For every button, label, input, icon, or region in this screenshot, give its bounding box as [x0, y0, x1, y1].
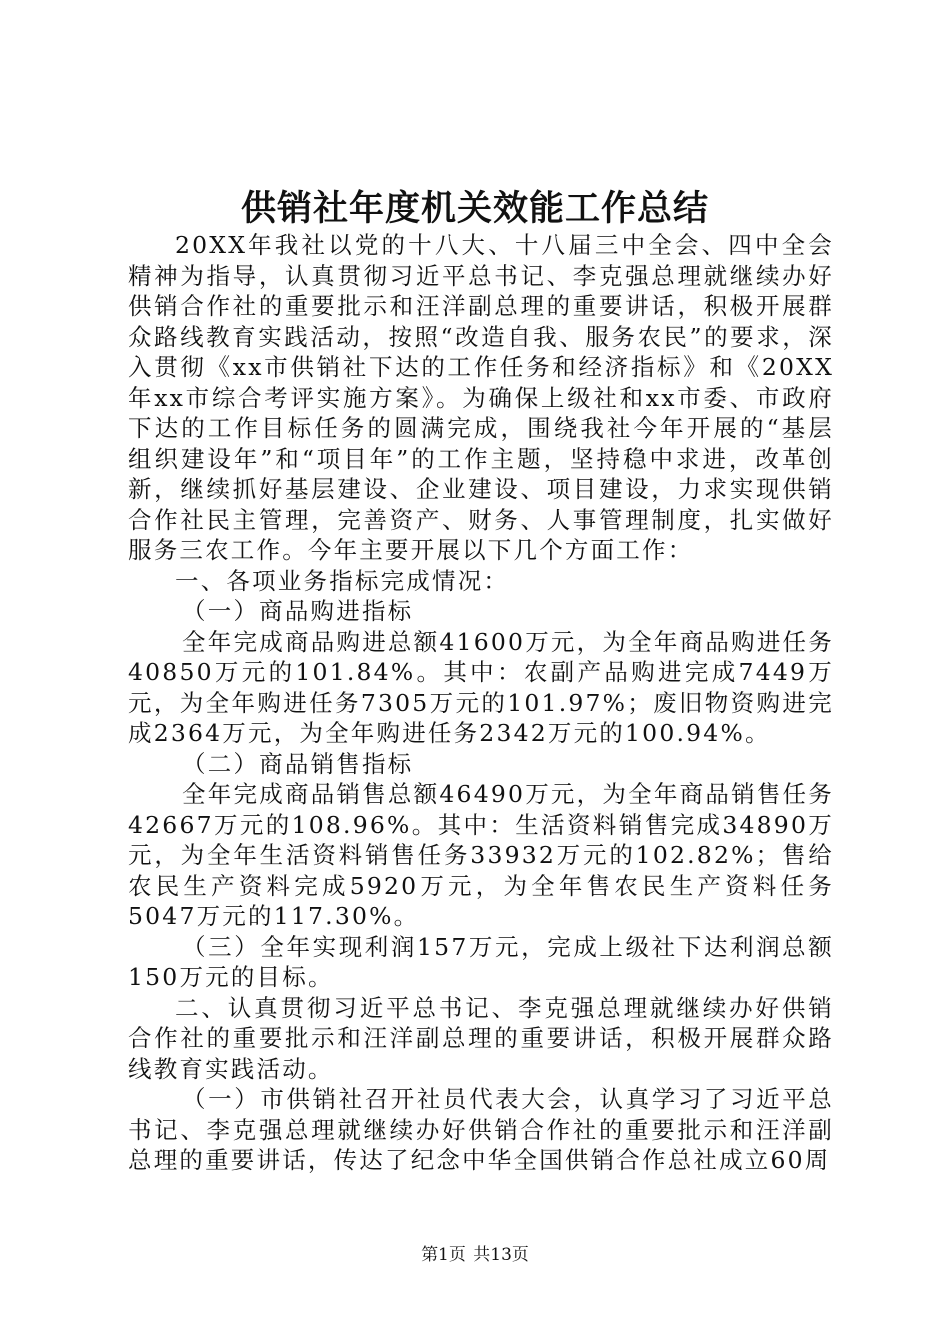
sales-paragraph: 全年完成商品销售总额46490万元，为全年商品销售任务42667万元的108.96%。其中：生活资料销售完成34890万元，为全年生活资料销售任务33932万元的102.82%；售给农民生产资料完成5920万元，为全年售农民生产资料任务5047万元的117.30%。	[128, 780, 834, 930]
subsection-heading-sales: （二）商品销售指标	[182, 749, 414, 778]
purchase-paragraph: 全年完成商品购进总额41600万元，为全年商品购进任务40850万元的101.84%。其中：农副产品购进完成7449万元，为全年购进任务7305万元的101.97%；废旧物资购进完成2364万元，为全年购进任务2342万元的100.94%。	[128, 627, 834, 747]
document-title: 供销社年度机关效能工作总结	[240, 188, 709, 229]
page-footer	[0, 1244, 950, 1266]
intro-paragraph: 20XX年我社以党的十八大、十八届三中全会、四中全会精神为指导，认真贯彻习近平总书记、李克强总理就继续办好供销合作社的重要批示和汪洋副总理的重要讲话，积极开展群众路线教育实践活动，按照“改造自我、服务农民”的要求，深入贯彻《xx市供销社下达的工作任务和经济指标》和《20XX年xx市综合考评实施方案》。为确保上级社和xx市委、市政府下达的工作目标任务的圆满完成，围绕我社今年开展的“基层组织建设年”和“项目年”的工作主题，坚持稳中求进，改革创新，继续抓好基层建设、企业建设、项目建设，力求实现供销合作社民主管理，完善资产、财务、人事管理制度，扎实做好服务三农工作。今年主要开展以下几个方面工作：	[128, 231, 834, 564]
document-body	[128, 230, 834, 1176]
subsection-heading-purchase: （一）商品购进指标	[182, 597, 414, 625]
member-congress-paragraph: （一）市供销社召开社员代表大会，认真学习了习近平总书记、李克强总理就继续办好供销合作社的重要批示和汪洋副总理的重要讲话，传达了纪念中华全国供销合作总社成立60周	[128, 1085, 834, 1174]
page-total: 共13页	[473, 1245, 529, 1265]
section-heading-1: 一、各项业务指标完成情况：	[175, 566, 510, 595]
page-number: 第1页	[421, 1245, 466, 1265]
profit-paragraph: （三）全年实现利润157万元，完成上级社下达利润总额150万元的目标。	[128, 932, 834, 991]
section-heading-2: 二、认真贯彻习近平总书记、李克强总理就继续办好供销合作社的重要批示和汪洋副总理的重要讲话，积极开展群众路线教育实践活动。	[128, 993, 834, 1083]
